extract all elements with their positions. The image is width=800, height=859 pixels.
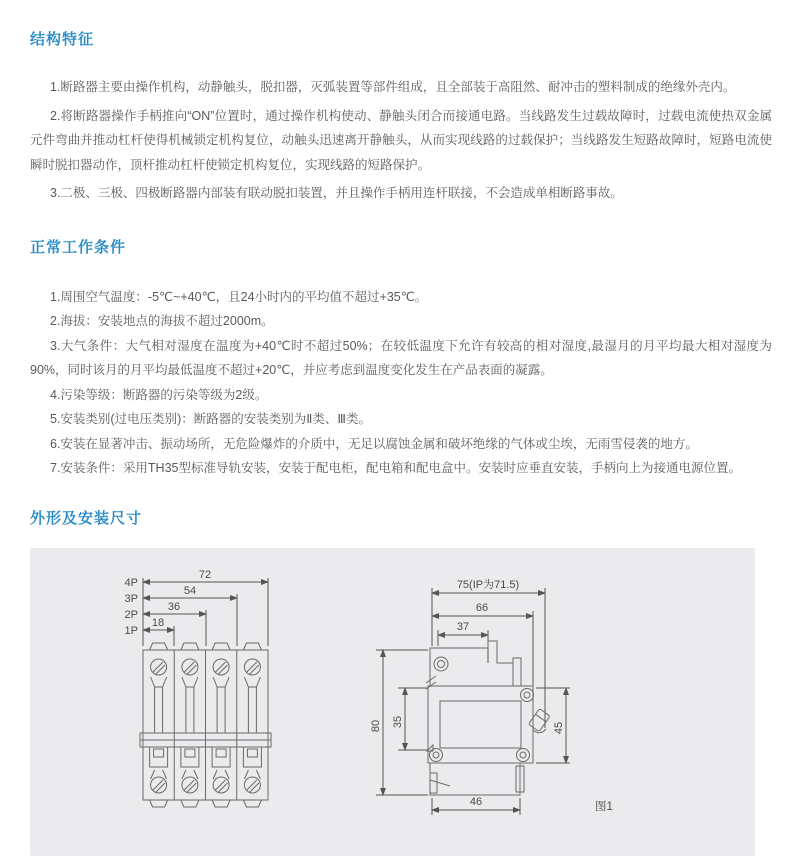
section-title-conditions: 正常工作条件 xyxy=(30,238,127,256)
breaker-side-body xyxy=(426,641,550,795)
condition-item-6: 6.安装在显著冲击、振动场所，无危险爆炸的介质中，无足以腐蚀金属和破坏绝缘的气体或尘埃，无雨雪侵袭的地方。 xyxy=(50,436,698,451)
structure-paragraph-1: 1.断路器主要由操作机构，动静触头，脱扣器，灭弧装置等部件组成，且全部装于高阻然、耐冲击的塑料制成的绝缘外壳内。 xyxy=(50,80,736,94)
section-title-dimensions: 外形及安装尺寸 xyxy=(30,509,143,527)
condition-item-2: 2.海拔：安装地点的海拔不超过2000m。 xyxy=(50,314,274,328)
side-view-drawing xyxy=(370,568,650,824)
dim-75: 75(IP为71.5) xyxy=(456,578,520,591)
condition-item-3: 3.大气条件：大气相对湿度在温度为+40℃时不超过50%；在较低温度下允许有较高的相对湿度,最湿月的月平均最大相对湿度为90%，同时该月的月平均最低温度不超过+20℃，并应考虑到温度变化发生在产品表面的凝露。 xyxy=(30,338,772,377)
structure-paragraph-3: 3.二极、三极、四极断路器内部装有联动脱扣装置，并且操作手柄用连杆联接，不会造成单相断路事故。 xyxy=(50,186,623,200)
condition-item-5: 5.安装类别(过电压类别)：断路器的安装类别为Ⅱ类、Ⅲ类。 xyxy=(50,412,372,426)
front-view-dim-lines xyxy=(125,569,268,646)
condition-item-1: 1.周围空气温度：-5℃~+40℃，且24小时内的平均值不超过+35℃。 xyxy=(50,289,428,304)
dim-18: 18 xyxy=(151,616,165,629)
condition-item-7: 7.安装条件：采用TH35型标准导轨安装，安装于配电柜，配电箱和配电盒中。安装时应垂直安装，手柄向上为接通电源位置。 xyxy=(50,461,741,475)
pole-label-3p: 3P xyxy=(124,592,138,605)
dim-54: 54 xyxy=(183,584,197,597)
section-title-structure: 结构特征 xyxy=(30,31,95,48)
dim-72: 72 xyxy=(198,568,212,581)
figure-caption: 图1 xyxy=(595,800,613,813)
breaker-front-body xyxy=(140,643,271,800)
dim-80: 80 xyxy=(370,719,382,732)
dim-66: 66 xyxy=(475,601,489,614)
dim-45: 45 xyxy=(553,721,565,734)
dim-35: 35 xyxy=(392,715,404,728)
dim-37: 37 xyxy=(456,620,470,633)
dim-46: 46 xyxy=(469,795,483,808)
pole-label-4p: 4P xyxy=(124,576,138,589)
structure-paragraph-2: 2.将断路器操作手柄推向“ON”位置时，通过操作机构使动、静触头闭合而接通电路。当线路发生过载故障时，过载电流使热双金属元件弯曲并推动杠杆使得机械锁定机构复位，动触头迅速离开静触头，从而实现线路的过载保护；当线路发生短路故障时，短路电流使瞬时脱扣器动作，顶杆推动杠杆使锁定机构复位，实现线路的短路保护。 xyxy=(30,108,772,172)
dim-36: 36 xyxy=(167,600,181,613)
front-view-drawing xyxy=(110,564,340,820)
condition-item-4: 4.污染等级：断路器的污染等级为2级。 xyxy=(50,387,268,402)
dimension-figure-panel xyxy=(30,548,755,856)
pole-label-1p: 1P xyxy=(124,624,138,637)
side-view-dim-lines xyxy=(370,577,570,815)
pole-label-2p: 2P xyxy=(124,608,138,621)
